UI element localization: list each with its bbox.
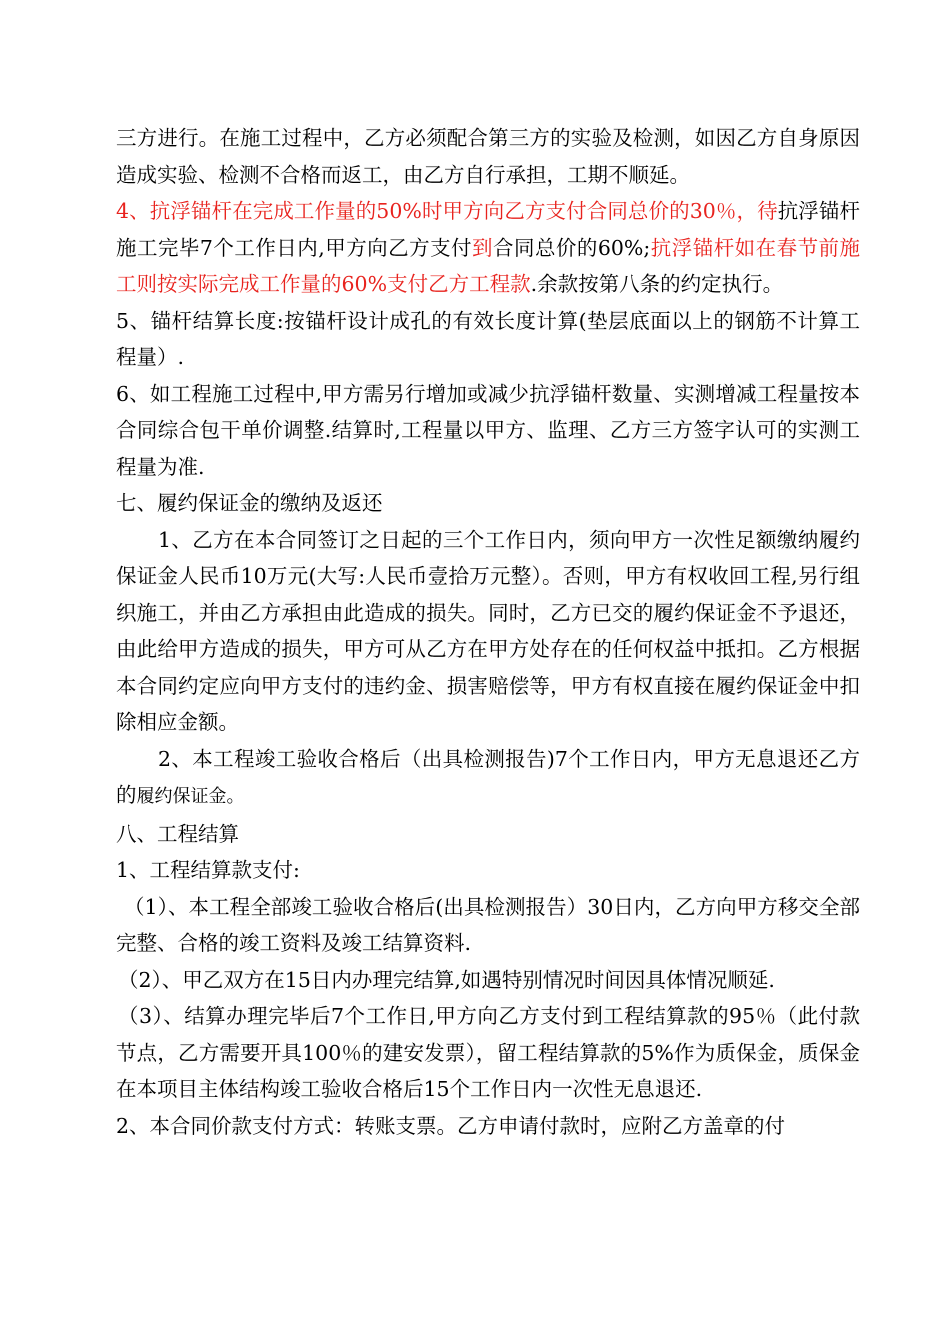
section-7-heading: 七、履约保证金的缴纳及返还 <box>116 491 383 515</box>
section-8-heading: 八、工程结算 <box>116 821 239 846</box>
clause-4-highlight-1: 4、抗浮锚杆在完成工作量的50%时甲方向乙方支付合同总价的30％，待 <box>116 199 778 223</box>
clause-4-text-1: 抗浮锚杆施工完毕7个工作日内,甲方向乙方支付 <box>116 199 860 260</box>
section-7-clause-1: 1、乙方在本合同签订之日起的三个工作日内，须向甲方一次性足额缴纳履约保证金人民币10万元(大写:人民币壹拾万元整）。否则，甲方有权收回工程,另行组织施工，并由乙方承担由此造成的损失。同时，乙方已交的履约保证金不予退还，由此给甲方造成的损失，甲方可从乙方在甲方处存在的任何权益中抵扣。乙方根据本合同约定应向甲方支付的违约金、损害赔偿等，甲方有权直接在履约保证金中扣除相应金额。 <box>116 527 860 734</box>
clause-4-highlight-2: 到 <box>472 235 493 260</box>
section-8-item-3: （3）、结算办理完毕后7个工作日,甲方向乙方支付到工程结算款的95％（此付款节点，乙方需要开具100％的建安发票），留工程结算款的5%作为质保金，质保金在本项目主体结构竣工验收合格后15个工作日内一次性无息退还. <box>116 1004 860 1101</box>
section-8-subheading-1: 1、工程结算款支付: <box>116 858 300 882</box>
section-7-clause-2 <box>116 741 860 816</box>
section-8-subheading-2: 2、本合同价款支付方式：转账支票。乙方申请付款时，应附乙方盖章的付 <box>116 1113 786 1138</box>
section-8-item-2: （2）、甲乙双方在15日内办理完结算,如遇特别情况时间因具体情况顺延. <box>118 967 775 992</box>
document-page <box>116 120 860 1144</box>
clause-5-anchor-length: 5、锚杆结算长度:按锚杆设计成孔的有效长度计算(垫层底面以上的钢筋不计算工程量）. <box>116 308 860 369</box>
clause-4-highlight-3: 抗浮锚杆如在春节前施工则按实际完成工作量的60%支付乙方工程款 <box>116 235 861 296</box>
section-8-item-1: （1）、本工程全部竣工验收合格后(出具检测报告）30日内，乙方向甲方移交全部完整、合格的竣工资料及竣工结算资料. <box>116 894 860 955</box>
clause-4-text-2: 合同总价的60%; <box>493 235 651 260</box>
clause-4-text-3: .余款按第八条的约定执行。 <box>530 272 784 296</box>
paragraph-continuation: 三方进行。在施工过程中，乙方必须配合第三方的实验及检测，如因乙方自身原因造成实验、检测不合格而返工，由乙方自行承担，工期不顺延。 <box>116 126 860 187</box>
section-7-clause-2-tail: 履约保证金。 <box>136 786 245 807</box>
section-7-clause-2-text: 2、本工程竣工验收合格后（出具检测报告)7个工作日内，甲方无息退还乙方的 <box>116 746 860 807</box>
clause-4-payment-schedule <box>116 193 860 303</box>
clause-6-quantity-adjustment: 6、如工程施工过程中,甲方需另行增加或减少抗浮锚杆数量、实测增减工程量按本合同综合包干单价调整.结算时,工程量以甲方、监理、乙方三方签字认可的实测工程量为准. <box>116 381 860 479</box>
